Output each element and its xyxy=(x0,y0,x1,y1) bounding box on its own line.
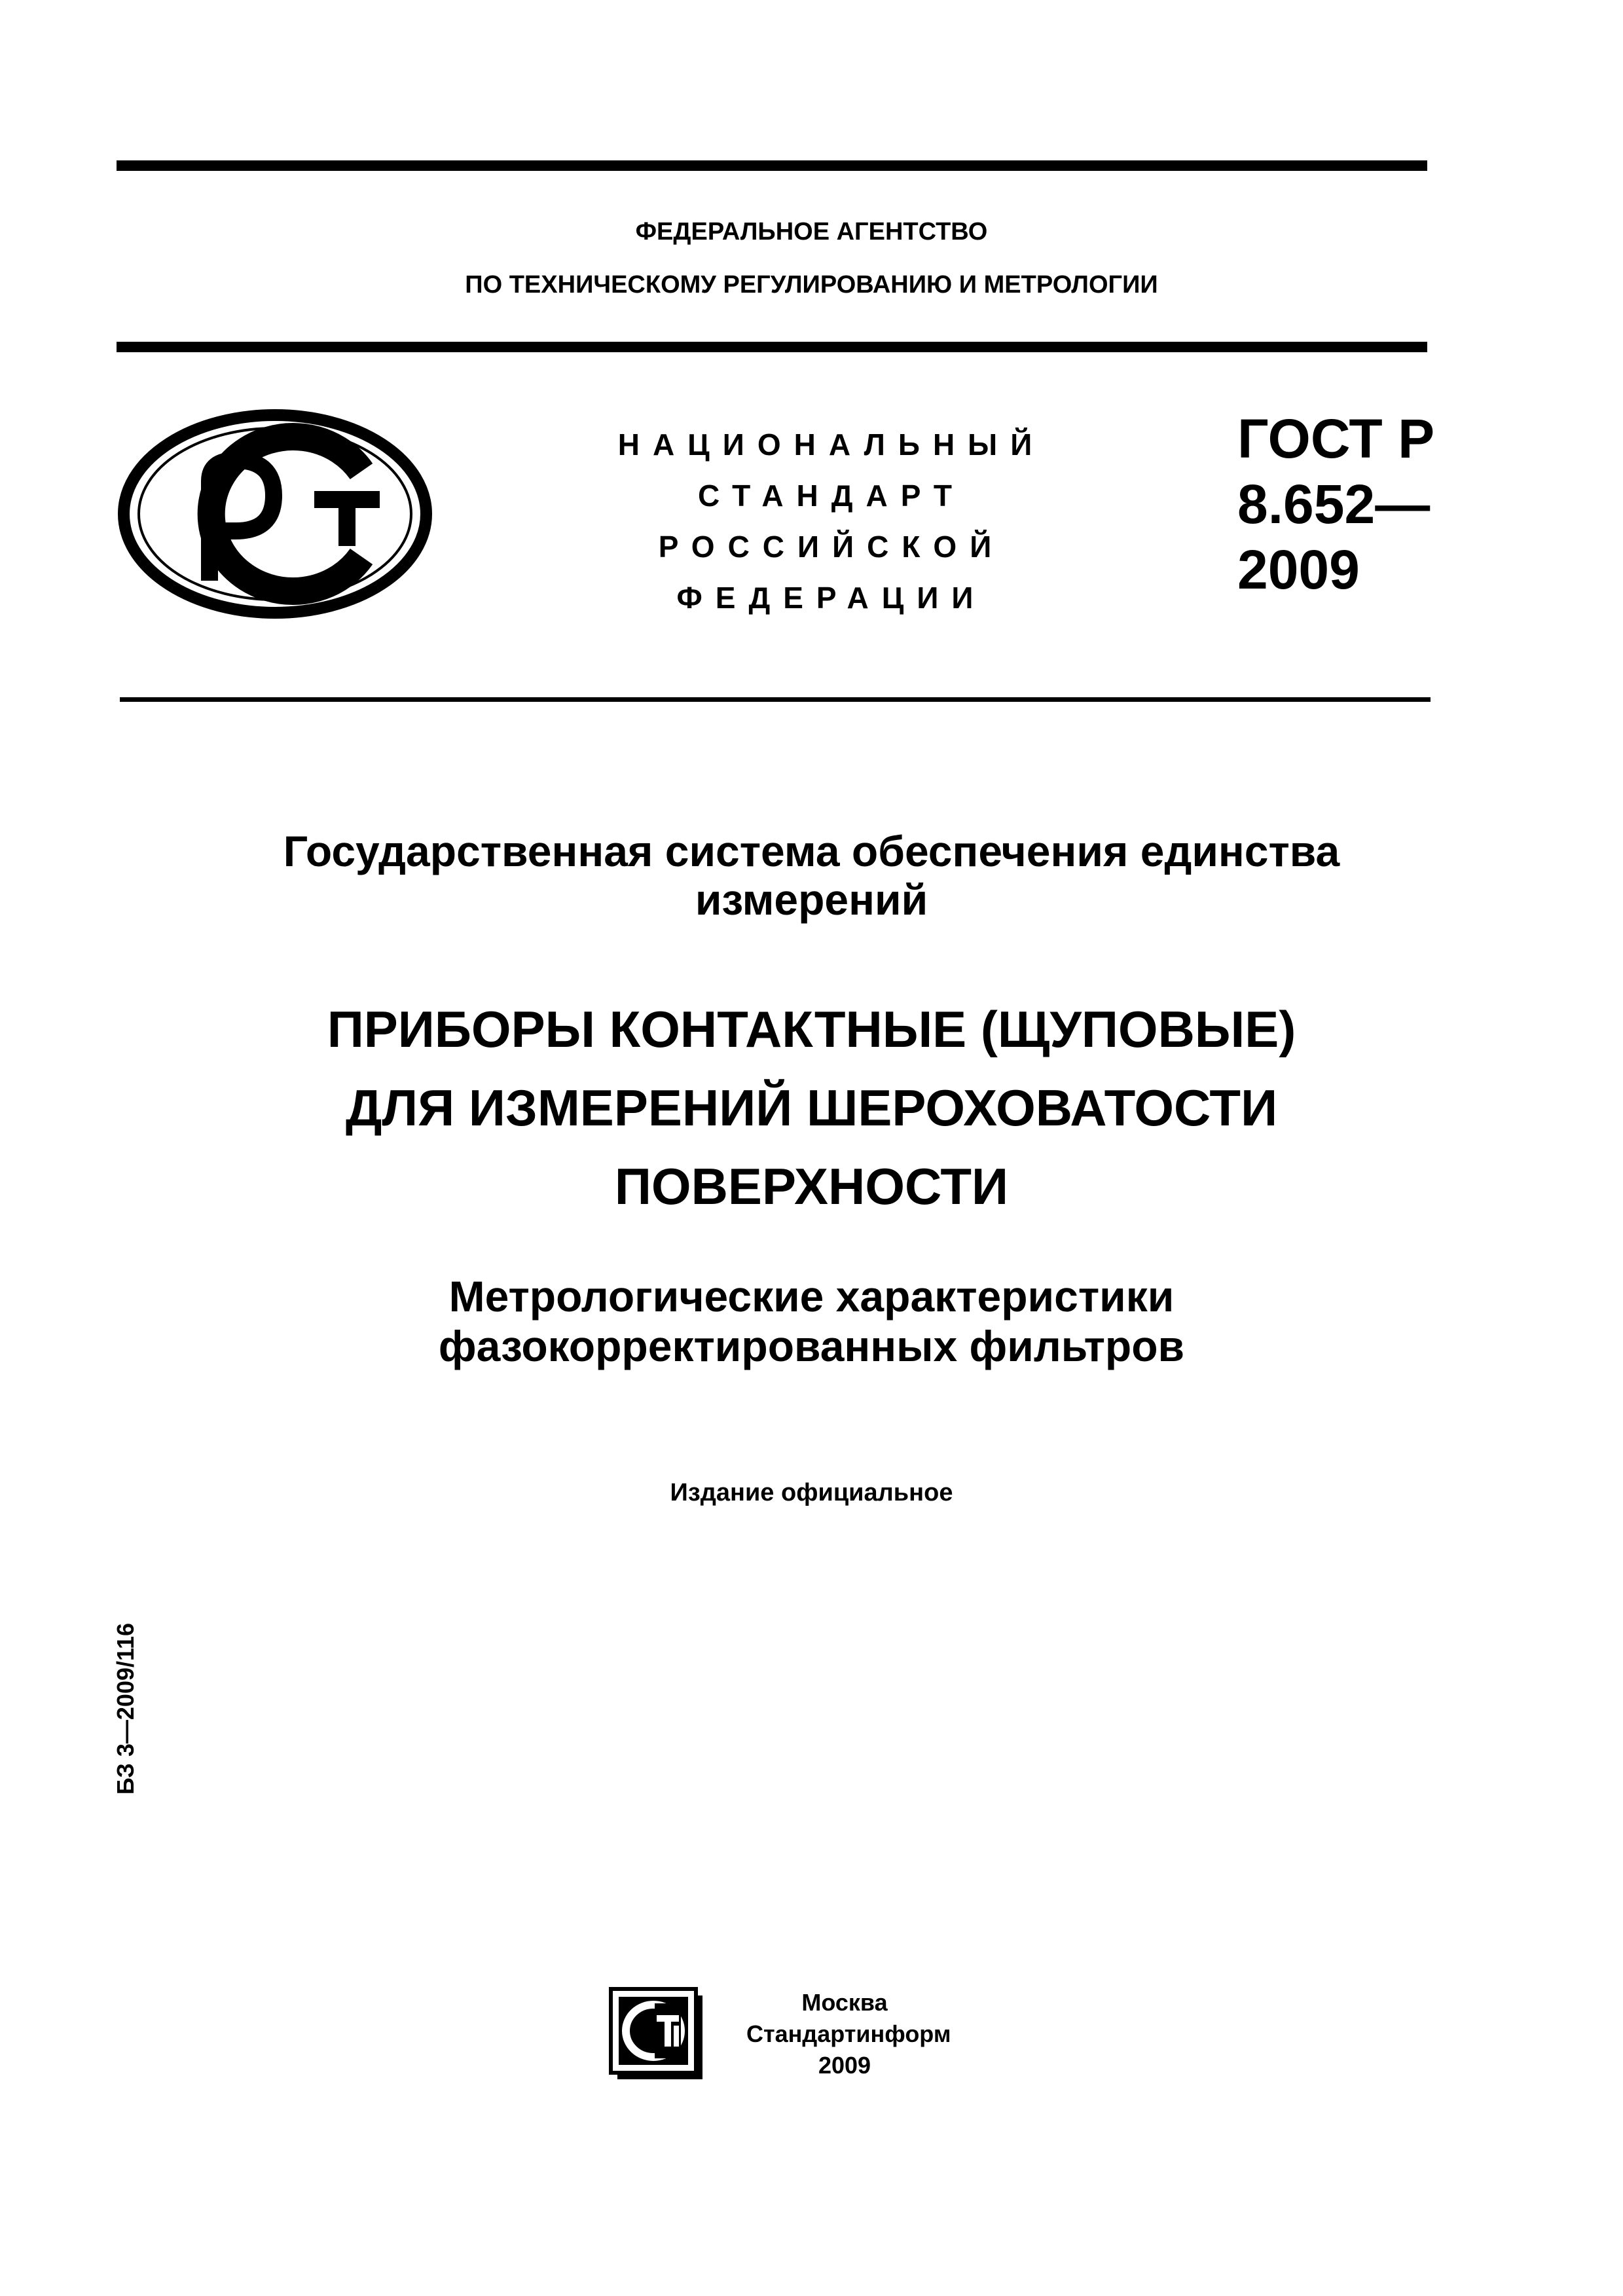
header-rule xyxy=(117,342,1427,352)
national-standard-line-4: ФЕДЕРАЦИИ xyxy=(676,581,987,615)
publisher-block xyxy=(746,1987,951,2081)
standartinform-logo-icon xyxy=(606,1984,710,2082)
designation-line-3: 2009 xyxy=(1237,539,1360,600)
title-rule xyxy=(120,697,1431,702)
national-standard-line-1: НАЦИОНАЛЬНЫЙ xyxy=(617,428,1046,462)
agency-line-1: ФЕДЕРАЛЬНОЕ АГЕНТСТВО xyxy=(635,218,988,246)
national-standard-label xyxy=(570,419,1093,623)
publisher-city: Москва xyxy=(801,1989,888,2016)
publisher-year: 2009 xyxy=(818,2052,871,2079)
subtitle-line-1: Метрологические характеристики xyxy=(448,1272,1175,1321)
main-title-line-1: ПРИБОРЫ КОНТАКТНЫЕ (ЩУПОВЫЕ) xyxy=(327,1000,1296,1058)
national-standard-line-2: СТАНДАРТ xyxy=(698,479,965,513)
rst-certification-mark-icon xyxy=(118,409,432,619)
top-rule xyxy=(117,160,1427,171)
main-title-line-3: ПОВЕРХНОСТИ xyxy=(614,1157,1009,1215)
publisher-name: Стандартинформ xyxy=(746,2020,951,2047)
series-title-line-2: измерений xyxy=(695,875,928,924)
main-title-line-2: ДЛЯ ИЗМЕРЕНИЙ ШЕРОХОВАТОСТИ xyxy=(345,1079,1278,1137)
subtitle-line-2: фазокорректированных фильтров xyxy=(438,1322,1185,1370)
side-registration-code: БЗ 3—2009/116 xyxy=(112,1622,139,1795)
designation-line-1: ГОСТ Р xyxy=(1237,408,1435,469)
designation-line-2: 8.652— xyxy=(1237,473,1431,535)
national-standard-line-3: РОССИЙСКОЙ xyxy=(658,530,1005,564)
standard-designation xyxy=(1237,406,1434,602)
agency-line-2: ПО ТЕХНИЧЕСКОМУ РЕГУЛИРОВАНИЮ И МЕТРОЛОГИИ xyxy=(465,271,1158,299)
series-title-line-1: Государственная система обеспечения единства xyxy=(283,827,1340,875)
edition-note: Издание официальное xyxy=(670,1479,953,1506)
